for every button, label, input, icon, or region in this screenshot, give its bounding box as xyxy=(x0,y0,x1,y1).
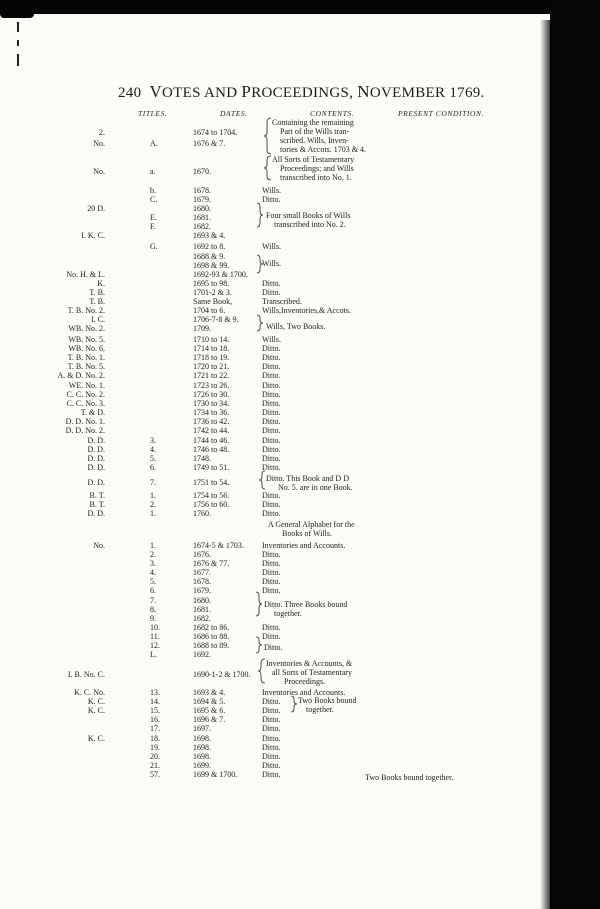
row-content: Ditto. xyxy=(262,426,281,435)
row-date: 1681. xyxy=(193,605,211,614)
row-content: Ditto. xyxy=(262,706,281,715)
row-title: B. T. xyxy=(89,491,105,500)
row-title: A. & D. No. 2. xyxy=(57,371,105,380)
present-condition-note: Two Books bound together. xyxy=(365,773,454,782)
contents-block-5: Wills, Two Books. xyxy=(266,322,326,331)
row-title: No. xyxy=(93,541,105,550)
row-content: Ditto. xyxy=(262,381,281,390)
row-title: C. C. No. 3. xyxy=(66,399,105,408)
row-date: 1696 & 7. xyxy=(193,715,226,724)
row-title-number: 13. xyxy=(150,688,160,697)
row-title-number: 20. xyxy=(150,752,160,761)
row-title-number: 9. xyxy=(150,614,156,623)
contents-block-7: A General Alphabet for the Books of Wills. xyxy=(268,520,355,538)
row-date: 1701-2 & 3. xyxy=(193,288,232,297)
row-title: T. B. No. 5. xyxy=(67,362,105,371)
row-date: 1690-1-2 & 1700. xyxy=(193,670,251,679)
row-title: D. D. xyxy=(87,478,105,487)
row-title-number: 4. xyxy=(150,445,156,454)
row-date: 1698. xyxy=(193,743,211,752)
row-title: D. D. xyxy=(87,436,105,445)
row-title-number: 7. xyxy=(150,478,156,487)
row-title: K. C. xyxy=(87,734,105,743)
title-votes: OTES AND xyxy=(162,85,242,101)
row-content: Ditto. xyxy=(262,586,281,595)
row-title-number: b. xyxy=(150,186,156,195)
row-title-number: 15. xyxy=(150,706,160,715)
row-title-number: 2. xyxy=(150,550,156,559)
row-title-number: 57. xyxy=(150,770,160,779)
row-date: 1760. xyxy=(193,509,211,518)
row-content: Ditto. xyxy=(262,463,281,472)
row-title-number: 6. xyxy=(150,463,156,472)
title-initial-n: N xyxy=(357,82,370,101)
row-date: 1698. xyxy=(193,752,211,761)
row-title: I. B. No. C. xyxy=(67,670,105,679)
row-content: Wills. xyxy=(262,186,282,195)
row-content: Ditto. xyxy=(262,417,281,426)
row-date: 1746 to 48. xyxy=(193,445,230,454)
column-dates: DATES. xyxy=(220,109,248,118)
row-date: 1744 to 46. xyxy=(193,436,230,445)
row-title: C. C. No. 2. xyxy=(66,390,105,399)
row-content: Ditto. xyxy=(262,509,281,518)
row-date: 1676. xyxy=(193,550,211,559)
row-title-number: 3. xyxy=(150,436,156,445)
column-present-condition: PRESENT CONDITION. xyxy=(398,109,485,118)
row-content: Ditto. xyxy=(262,752,281,761)
row-title-number: 19. xyxy=(150,743,160,752)
row-content: Ditto. xyxy=(262,623,281,632)
row-title-number: 4. xyxy=(150,568,156,577)
row-title: T. B. No. 2. xyxy=(67,306,105,315)
row-title-number: 16. xyxy=(150,715,160,724)
row-content: Ditto. xyxy=(262,724,281,733)
row-date: 1736 to 42. xyxy=(193,417,230,426)
row-content: Wills. xyxy=(262,335,282,344)
row-title-number: 10. xyxy=(150,623,160,632)
row-title-number: 7. xyxy=(150,596,156,605)
contents-block-10: Inventories & Accounts, & all Sorts of Testamentary Proceedings. xyxy=(266,659,353,686)
row-content: Ditto. xyxy=(262,550,281,559)
row-title: 20 D. xyxy=(87,204,105,213)
row-date: 1693 & 4. xyxy=(193,231,226,240)
row-title-number: L. xyxy=(150,650,157,659)
row-date: 1754 to 56. xyxy=(193,491,230,500)
row-date: 1686 to 88. xyxy=(193,632,230,641)
row-title: 2. xyxy=(99,128,105,137)
row-content: Inventories and Accounts. xyxy=(262,541,346,550)
row-content: Ditto. xyxy=(262,734,281,743)
row-content: Ditto. xyxy=(262,436,281,445)
row-title-number: 1. xyxy=(150,509,156,518)
row-content: Ditto. xyxy=(262,761,281,770)
row-title: No. xyxy=(93,139,105,148)
row-content: Wills,Inventories,& Accots. xyxy=(262,306,351,315)
row-content: Ditto. xyxy=(262,715,281,724)
row-title-number: 8. xyxy=(150,605,156,614)
row-title-number: 3. xyxy=(150,559,156,568)
row-title-number: 14. xyxy=(150,697,160,706)
row-date: 1688 & 9. xyxy=(193,252,226,261)
row-date: 1682. xyxy=(193,222,211,231)
row-content: Ditto. xyxy=(262,632,281,641)
row-title: D. D. No. 2. xyxy=(65,426,105,435)
row-content: Ditto. xyxy=(262,491,281,500)
row-content: Ditto. xyxy=(262,577,281,586)
contents-block-1: Containing the remaining Part of the Wills tran- scribed. Wills, Inven- tories & Accots. 1703 & 4. xyxy=(272,118,366,154)
row-title: D. D. xyxy=(87,463,105,472)
title-date: OVEMBER 1769. xyxy=(369,85,485,101)
row-title-number: 11. xyxy=(150,632,160,641)
row-content: Ditto. xyxy=(262,288,281,297)
row-content: Ditto. xyxy=(262,408,281,417)
row-title: D. D. No. 1. xyxy=(65,417,105,426)
contents-block-4: Wills. xyxy=(262,259,282,268)
row-date: 1704 to 6. xyxy=(193,306,226,315)
row-content: Wills. xyxy=(262,242,282,251)
row-title-number: C. xyxy=(150,195,158,204)
row-date: 1709. xyxy=(193,324,211,333)
row-date: 1681. xyxy=(193,213,211,222)
row-content: Ditto. xyxy=(262,500,281,509)
row-content: Ditto. xyxy=(262,362,281,371)
row-title-number: 21. xyxy=(150,761,160,770)
row-date: 1698. xyxy=(193,734,211,743)
row-title-number: a. xyxy=(150,167,156,176)
row-title: T. B. xyxy=(89,288,105,297)
title-proceedings: ROCEEDINGS, xyxy=(251,85,358,101)
row-title: No. xyxy=(93,167,105,176)
row-title-number: F. xyxy=(150,222,156,231)
row-title-number: A. xyxy=(150,139,158,148)
row-date: 1680. xyxy=(193,204,211,213)
row-title: No. H. & L. xyxy=(66,270,105,279)
row-date: 1697. xyxy=(193,724,211,733)
row-title: WB. No. 6. xyxy=(68,344,105,353)
row-date: 1714 to 18. xyxy=(193,344,230,353)
row-date: 1688 to 89. xyxy=(193,641,230,650)
row-content: Ditto. xyxy=(262,770,281,779)
row-date: 1670. xyxy=(193,167,211,176)
row-date: 1680. xyxy=(193,596,211,605)
row-title-number: 2. xyxy=(150,500,156,509)
row-date: 1699 & 1700. xyxy=(193,770,238,779)
row-title-number: E. xyxy=(150,213,157,222)
row-date: 1674 to 1704. xyxy=(193,128,238,137)
row-date: 1692. xyxy=(193,650,211,659)
row-date: 1706-7-8 & 9. xyxy=(193,315,239,324)
row-date: 1692-93 & 1700. xyxy=(193,270,248,279)
row-date: 1682. xyxy=(193,614,211,623)
row-title-number: 5. xyxy=(150,454,156,463)
row-title: K. xyxy=(97,279,105,288)
row-title-number: 6. xyxy=(150,586,156,595)
row-date: 1679. xyxy=(193,195,211,204)
row-date: 1726 to 30. xyxy=(193,390,230,399)
row-content: Ditto. xyxy=(262,399,281,408)
row-title-number: 12. xyxy=(150,641,160,650)
row-content: Ditto. xyxy=(262,743,281,752)
row-content: Ditto. xyxy=(262,454,281,463)
contents-block-2: All Sorts of Testamentary Proceedings; and Wills transcribed into No. 1. xyxy=(272,155,355,182)
row-content: Ditto. xyxy=(262,195,281,204)
row-title: K. C. xyxy=(87,697,105,706)
row-date: 1695 to 98. xyxy=(193,279,230,288)
row-date: 1723 to 26. xyxy=(193,381,230,390)
row-content: Ditto. xyxy=(262,568,281,577)
row-date: 1718 to 19. xyxy=(193,353,230,362)
row-title-number: 1. xyxy=(150,491,156,500)
row-title: T. B. No. 1. xyxy=(67,353,105,362)
row-title-number: 17. xyxy=(150,724,160,733)
row-title: B. T. xyxy=(89,500,105,509)
row-date: 1678. xyxy=(193,186,211,195)
row-title: T. & D. xyxy=(80,408,105,417)
row-date: 1756 to 60. xyxy=(193,500,230,509)
row-title: K. C. No. xyxy=(74,688,105,697)
row-date: 1676 & 7. xyxy=(193,139,226,148)
row-date: 1748. xyxy=(193,454,211,463)
row-content: Inventories and Accounts. xyxy=(262,688,346,697)
contents-block-8: Ditto. Three Books bound together. xyxy=(264,600,348,618)
row-title-number: 1. xyxy=(150,541,156,550)
row-date: Same Book, xyxy=(193,297,233,306)
title-initial-v: V xyxy=(149,82,163,101)
row-title: I. C. xyxy=(91,315,105,324)
row-title: I. K. C. xyxy=(81,231,105,240)
row-content: Ditto. xyxy=(262,445,281,454)
column-titles: TITLES. xyxy=(138,109,168,118)
row-content: Ditto. xyxy=(262,390,281,399)
row-content: Ditto. xyxy=(262,353,281,362)
row-date: 1751 to 54. xyxy=(193,478,230,487)
column-contents: CONTENTS. xyxy=(310,109,355,118)
row-date: 1734 to 36. xyxy=(193,408,230,417)
row-date: 1674-5 & 1703. xyxy=(193,541,244,550)
row-date: 1730 to 34. xyxy=(193,399,230,408)
row-title: T. B. xyxy=(89,297,105,306)
row-title: WB. No. 5. xyxy=(68,335,105,344)
row-date: 1678. xyxy=(193,577,211,586)
row-date: 1721 to 22. xyxy=(193,371,230,380)
row-title: D. D. xyxy=(87,454,105,463)
row-title: K. C. xyxy=(87,706,105,715)
page-number: 240 xyxy=(118,85,142,101)
row-date: 1679. xyxy=(193,586,211,595)
row-date: 1698 & 99. xyxy=(193,261,230,270)
contents-block-3: Four small Books of Wills transcribed into No. 2. xyxy=(266,211,351,229)
row-title-number: 5. xyxy=(150,577,156,586)
row-date: 1710 to 14. xyxy=(193,335,230,344)
row-date: 1676 & 77. xyxy=(193,559,230,568)
row-date: 1693 & 4. xyxy=(193,688,226,697)
row-title-number: G. xyxy=(150,242,158,251)
row-title: WB. No. 2. xyxy=(68,324,105,333)
row-content: Ditto. xyxy=(262,697,281,706)
row-date: 1677. xyxy=(193,568,211,577)
row-date: 1749 to 51. xyxy=(193,463,230,472)
title-initial-p: P xyxy=(241,82,252,101)
row-date: 1695 & 6. xyxy=(193,706,226,715)
row-title-number: 18. xyxy=(150,734,160,743)
row-content: Ditto. xyxy=(262,371,281,380)
row-date: 1742 to 44. xyxy=(193,426,230,435)
row-date: 1699. xyxy=(193,761,211,770)
row-date: 1694 & 5. xyxy=(193,697,226,706)
contents-block-11: Two Books bound together. xyxy=(298,696,357,714)
row-title: D. D. xyxy=(87,509,105,518)
contents-block-6: Ditto. This Book and D D No. 5. are in one Book. xyxy=(266,474,353,492)
row-date: 1682 to 86. xyxy=(193,623,230,632)
contents-block-9: Ditto. xyxy=(264,643,283,652)
row-date: 1720 to 21. xyxy=(193,362,230,371)
row-content: Transcribed. xyxy=(262,297,302,306)
row-content: Ditto. xyxy=(262,279,281,288)
row-title: WE. No. 1. xyxy=(68,381,105,390)
row-date: 1692 to 8. xyxy=(193,242,226,251)
row-content: Ditto. xyxy=(262,344,281,353)
row-title: D. D. xyxy=(87,445,105,454)
row-content: Ditto. xyxy=(262,559,281,568)
